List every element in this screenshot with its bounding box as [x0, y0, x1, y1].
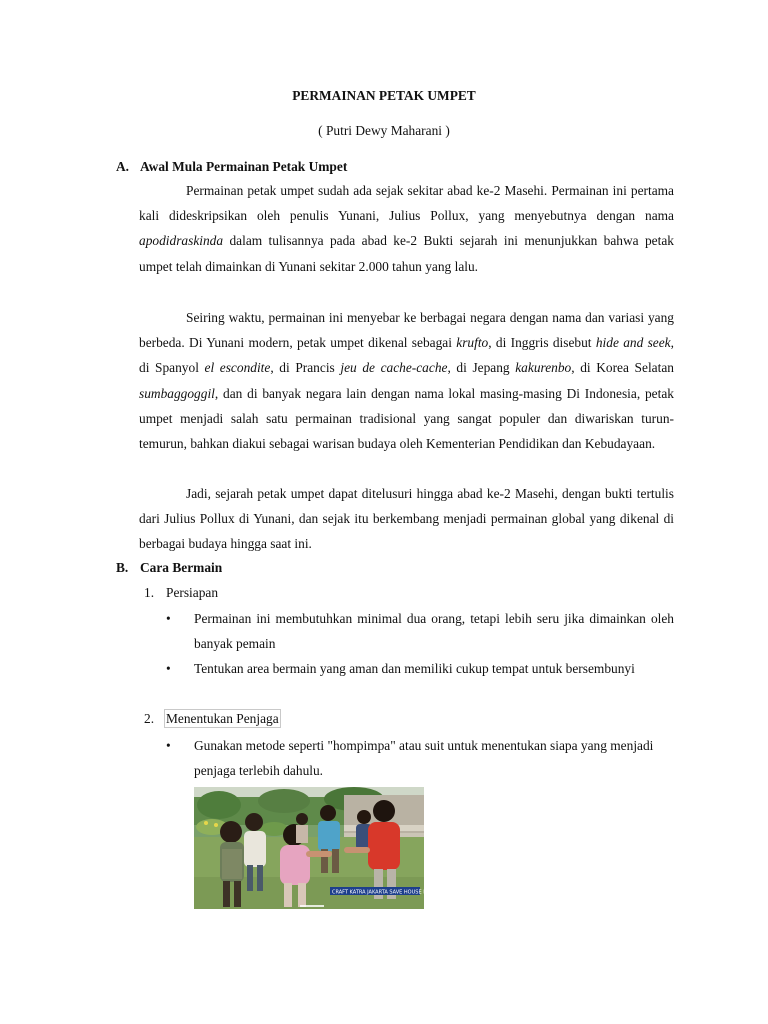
italic-term: jeu de cache-cache	[340, 360, 448, 376]
document-title: PERMAINAN PETAK UMPET	[292, 88, 476, 103]
paragraph-text: Permainan petak umpet sudah ada sejak sekitar abad ke-2 Masehi. Permainan ini pertama kali dideskripsikan oleh penulis Yunani, Julius Pollux, yang menyebutnya dengan nama apodidraskinda dalam tulisannya pada abad ke-2 Bukti sejarah ini menunjukkan bahwa petak umpet telah dimainkan di Yunani sekitar 2.000 tahun yang lalu.	[139, 183, 674, 274]
italic-term: sumbaggoggil	[139, 385, 215, 401]
italic-term: apodidraskinda	[139, 233, 224, 249]
section-b-heading	[116, 557, 222, 579]
section-a-paragraph-1	[139, 178, 674, 279]
section-a-title: Awal Mula Permainan Petak Umpet	[140, 159, 348, 174]
section-b-label: B.	[116, 560, 129, 575]
bullet-text: Permainan ini membutuhkan minimal dua orang, tetapi lebih seru jika dimainkan oleh banyak pemain	[194, 611, 674, 652]
paragraph-text: Seiring waktu, permainan ini menyebar ke berbagai negara dengan nama dan variasi yang berbeda. Di Yunani modern, petak umpet dikenal sebagai krufto, di Inggris disebut hide and seek, di Spanyol el escondite, di Prancis jeu de cache-cache, di Jepang kakurenbo, di Korea Selatan sumbaggoggil, dan di banyak negara lain dengan nama lokal masing-masing Di Indonesia, petak umpet menjadi salah satu permainan tradisional yang sangat populer dan diwariskan turun-temurun, bahkan diakui sebagai warisan budaya oleh Kementerian Pendidikan dan Kebudayaan.	[139, 310, 674, 452]
list-number: 1.	[144, 585, 155, 600]
italic-term: el escondite	[204, 360, 271, 376]
italic-term: hide and seek	[595, 335, 671, 351]
section-a-paragraph-2	[139, 305, 674, 456]
bullet-item	[166, 733, 674, 783]
list-item-menentukan-penjaga	[144, 708, 279, 730]
list-item-label: Persiapan	[166, 585, 219, 600]
bullet-item	[166, 656, 674, 681]
children-playing-photo	[194, 787, 438, 909]
photo-caption-overlay: CRAFT KATRA JAKARTA SAVE HOUSE ROAD	[332, 889, 438, 896]
bullet-text: Tentukan area bermain yang aman dan memiliki cukup tempat untuk bersembunyi	[194, 661, 635, 676]
bullet-text: Gunakan metode seperti "hompimpa" atau suit untuk menentukan siapa yang menjadi penjaga terlebih dahulu.	[194, 738, 654, 779]
list-item-persiapan	[144, 582, 218, 604]
list-item-label: Menentukan Penjaga	[166, 711, 279, 726]
section-a-heading	[116, 156, 347, 178]
bullet-icon: •	[166, 611, 171, 626]
italic-term: krufto	[456, 335, 489, 351]
section-a-paragraph-3	[139, 481, 674, 557]
section-a-label: A.	[116, 159, 130, 174]
list-number: 2.	[144, 711, 155, 726]
document-author: ( Putri Dewy Maharani )	[318, 123, 450, 138]
bullet-item	[166, 606, 674, 656]
paragraph-text: Jadi, sejarah petak umpet dapat ditelusuri hingga abad ke-2 Masehi, dengan bukti tertulis dari Julius Pollux di Yunani, dan sejak itu berkembang menjadi permainan global yang dikenal di berbagai budaya hingga saat ini.	[139, 486, 674, 552]
bullet-icon: •	[166, 738, 171, 753]
section-b-title: Cara Bermain	[140, 560, 223, 575]
italic-term: kakurenbo	[515, 360, 572, 376]
bullet-icon: •	[166, 661, 171, 676]
